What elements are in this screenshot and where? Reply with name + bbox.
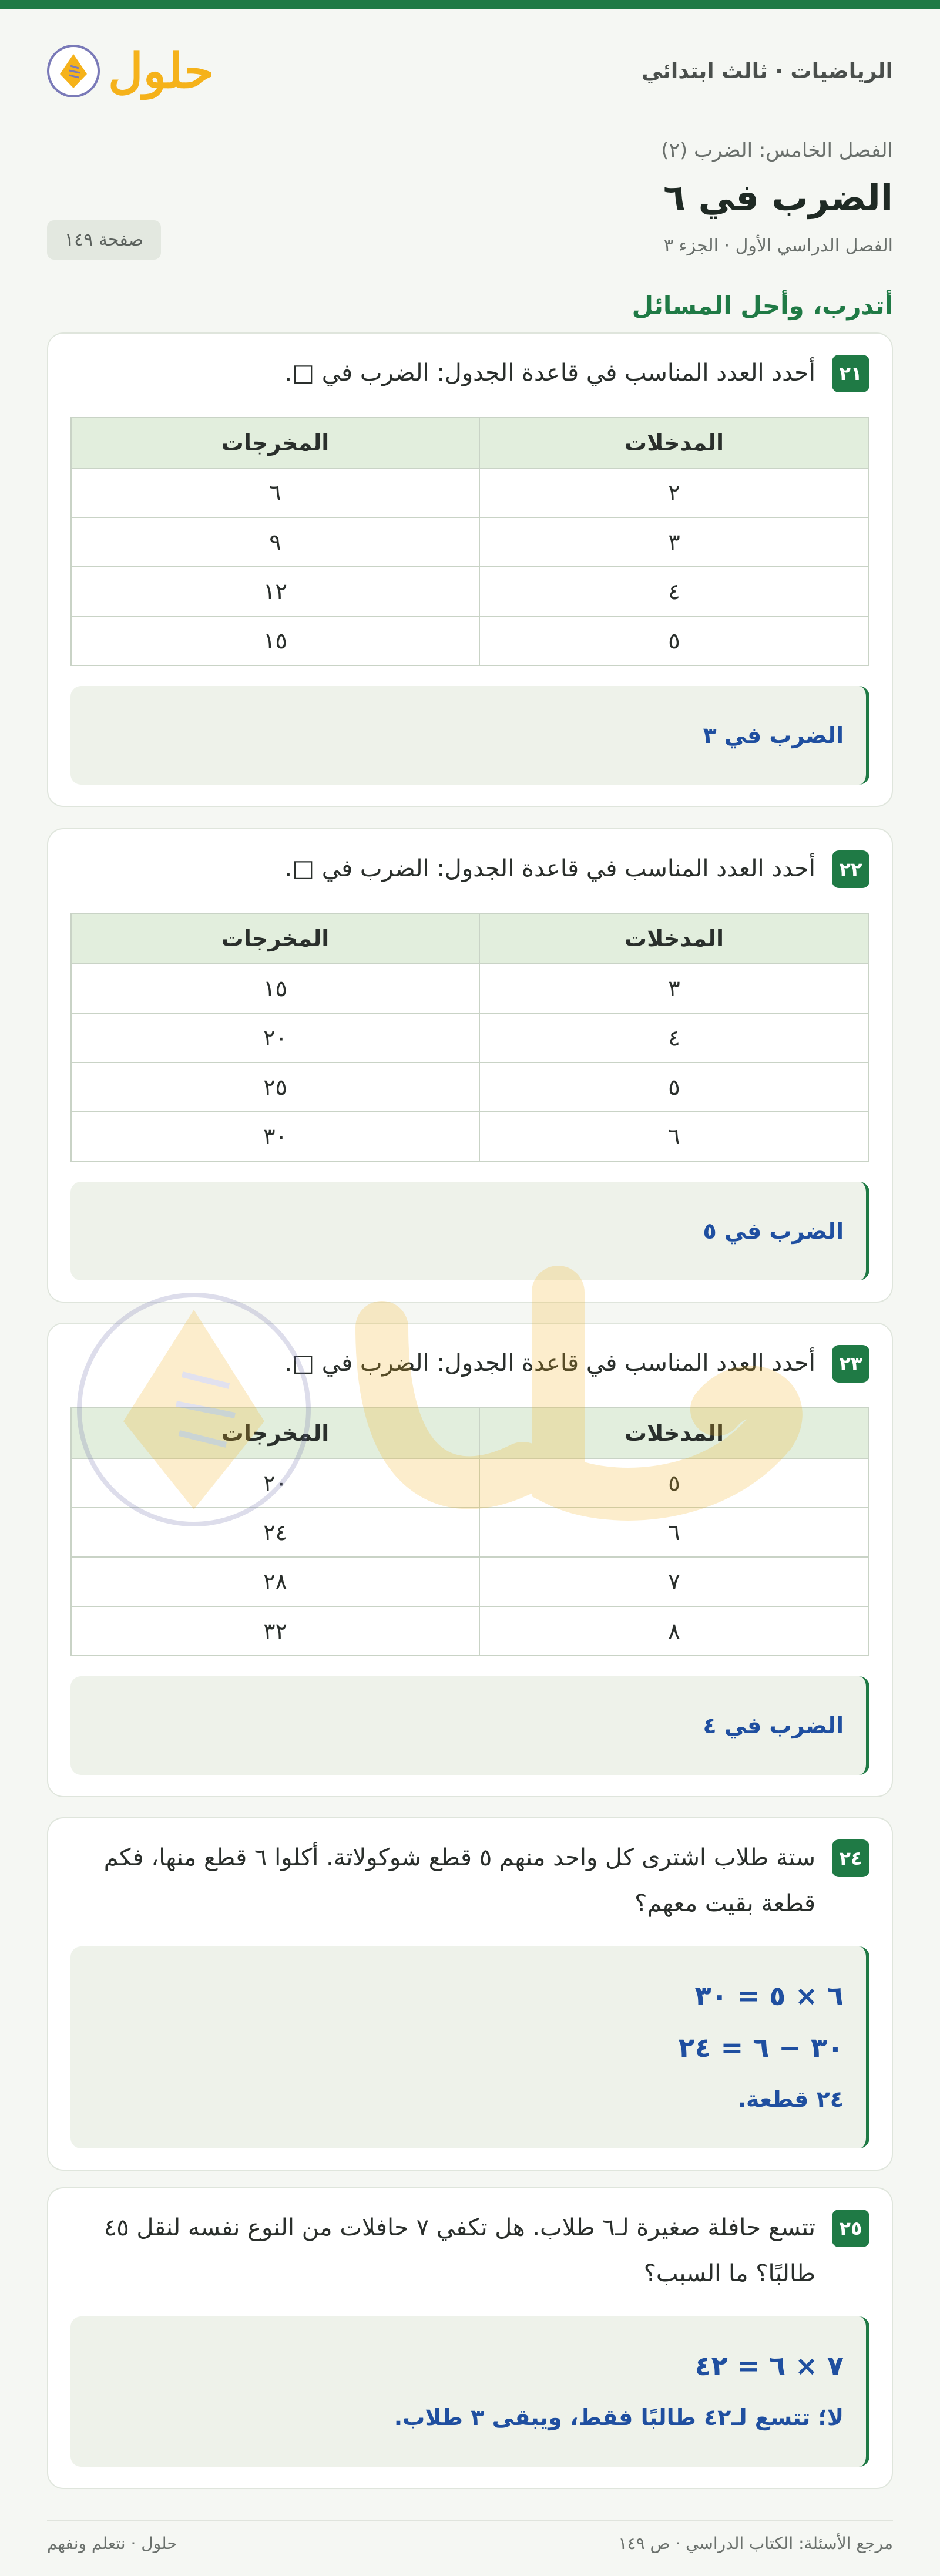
table-row [71,1508,869,1557]
page-footer [47,2520,893,2553]
question-number: ٢٢ [832,850,870,888]
input-output-table [70,1407,870,1656]
section-heading: أتدرب، وأحل المسائل [632,291,893,320]
page-header [0,9,940,133]
question-text: أحدد العدد المناسب في قاعدة الجدول: الضرب في □. [284,359,815,386]
column-header-inputs: المدخلات [479,913,869,964]
footer-brand: حلول · نتعلم ونفهم [47,2534,177,2553]
table-cell: ٦ [479,1112,869,1161]
table-row [71,964,869,1013]
site-logo[interactable] [47,43,214,99]
lesson-title-area [0,139,940,256]
page-title: الضرب في ٦ [663,176,893,219]
table-cell: ٢٠ [71,1013,479,1062]
table-row [71,1013,869,1062]
answer-text: الضرب في ٥ [703,1218,844,1244]
table-cell: ٣٠ [71,1112,479,1161]
semester-label: الفصل الدراسي الأول · الجزء ٣ [663,236,893,256]
table-row [71,1062,869,1112]
question-card-25 [47,2187,893,2489]
table-row [71,1606,869,1656]
column-header-inputs: المدخلات [479,418,869,468]
table-row [71,1112,869,1161]
answer-text: الضرب في ٤ [703,1713,844,1738]
answer-box [70,686,870,785]
table-cell: ٤ [479,1013,869,1062]
question-card-22 [47,828,893,1303]
logo-badge-icon [47,45,100,97]
table-row [71,616,869,665]
chapter-label: الفصل الخامس: الضرب (٢) [661,139,893,162]
subject-label: الرياضيات · ثالث ابتدائي [641,59,893,83]
input-output-table [70,417,870,666]
answer-text: الضرب في ٣ [703,722,844,748]
question-text: ستة طلاب اشترى كل واحد منهم ٥ قطع شوكولاتة. أكلوا ٦ قطع منها، فكم قطعة بقيت معهم؟ [103,1844,815,1917]
table-cell: ٨ [479,1606,869,1656]
table-cell: ٢ [479,468,869,517]
answer-box [70,1676,870,1775]
question-number: ٢٣ [832,1345,870,1383]
question-card-23 [47,1323,893,1797]
top-accent-bar [0,0,940,9]
table-cell: ٢٥ [71,1062,479,1112]
question-text: أحدد العدد المناسب في قاعدة الجدول: الضرب في □. [284,855,815,882]
answer-box [70,1946,870,2148]
table-cell: ٢٤ [71,1508,479,1557]
question-card-24 [47,1817,893,2171]
table-row [71,1557,869,1606]
column-header-inputs: المدخلات [479,1408,869,1458]
table-cell: ٦ [479,1508,869,1557]
question-number: ٢٤ [832,1839,870,1877]
answer-box [70,2316,870,2467]
table-cell: ٥ [479,1062,869,1112]
table-cell: ٦ [71,468,479,517]
answer-line: ٢٤ قطعة. [737,2086,844,2112]
question-card-21 [47,332,893,807]
page-number-badge: صفحة ١٤٩ [47,220,161,260]
table-cell: ٥ [479,1458,869,1508]
table-row [71,567,869,616]
answer-box [70,1182,870,1280]
table-cell: ٢٨ [71,1557,479,1606]
table-row [71,1458,869,1508]
table-row [71,517,869,567]
answer-line: ٦ × ٥ = ٣٠ [694,1980,844,2012]
table-header-row [71,1408,869,1458]
footer-reference: مرجع الأسئلة: الكتاب الدراسي · ص ١٤٩ [618,2534,893,2553]
table-cell: ٢٠ [71,1458,479,1508]
question-text: أحدد العدد المناسب في قاعدة الجدول: الضرب في □. [284,1350,815,1377]
table-row [71,468,869,517]
question-number: ٢٥ [832,2210,870,2247]
table-header-row [71,418,869,468]
input-output-table [70,913,870,1162]
table-cell: ٣٢ [71,1606,479,1656]
column-header-outputs: المخرجات [71,418,479,468]
table-cell: ٣ [479,517,869,567]
answer-line: لا؛ تتسع لـ٤٢ طالبًا فقط، ويبقى ٣ طلاب. [394,2405,844,2430]
answer-line: ٣٠ − ٦ = ٢٤ [678,2032,844,2063]
table-cell: ١٥ [71,964,479,1013]
table-cell: ١٢ [71,567,479,616]
logo-wordmark: حلول [108,43,214,99]
table-header-row [71,913,869,964]
table-cell: ٣ [479,964,869,1013]
question-number: ٢١ [832,355,870,392]
table-cell: ٤ [479,567,869,616]
table-cell: ٩ [71,517,479,567]
table-cell: ٥ [479,616,869,665]
column-header-outputs: المخرجات [71,913,479,964]
table-cell: ٧ [479,1557,869,1606]
column-header-outputs: المخرجات [71,1408,479,1458]
table-cell: ١٥ [71,616,479,665]
question-text: تتسع حافلة صغيرة لـ٦ طلاب. هل تكفي ٧ حافلات من النوع نفسه لنقل ٤٥ طالبًا؟ ما السبب؟ [103,2214,815,2287]
answer-line: ٧ × ٦ = ٤٢ [694,2350,844,2382]
